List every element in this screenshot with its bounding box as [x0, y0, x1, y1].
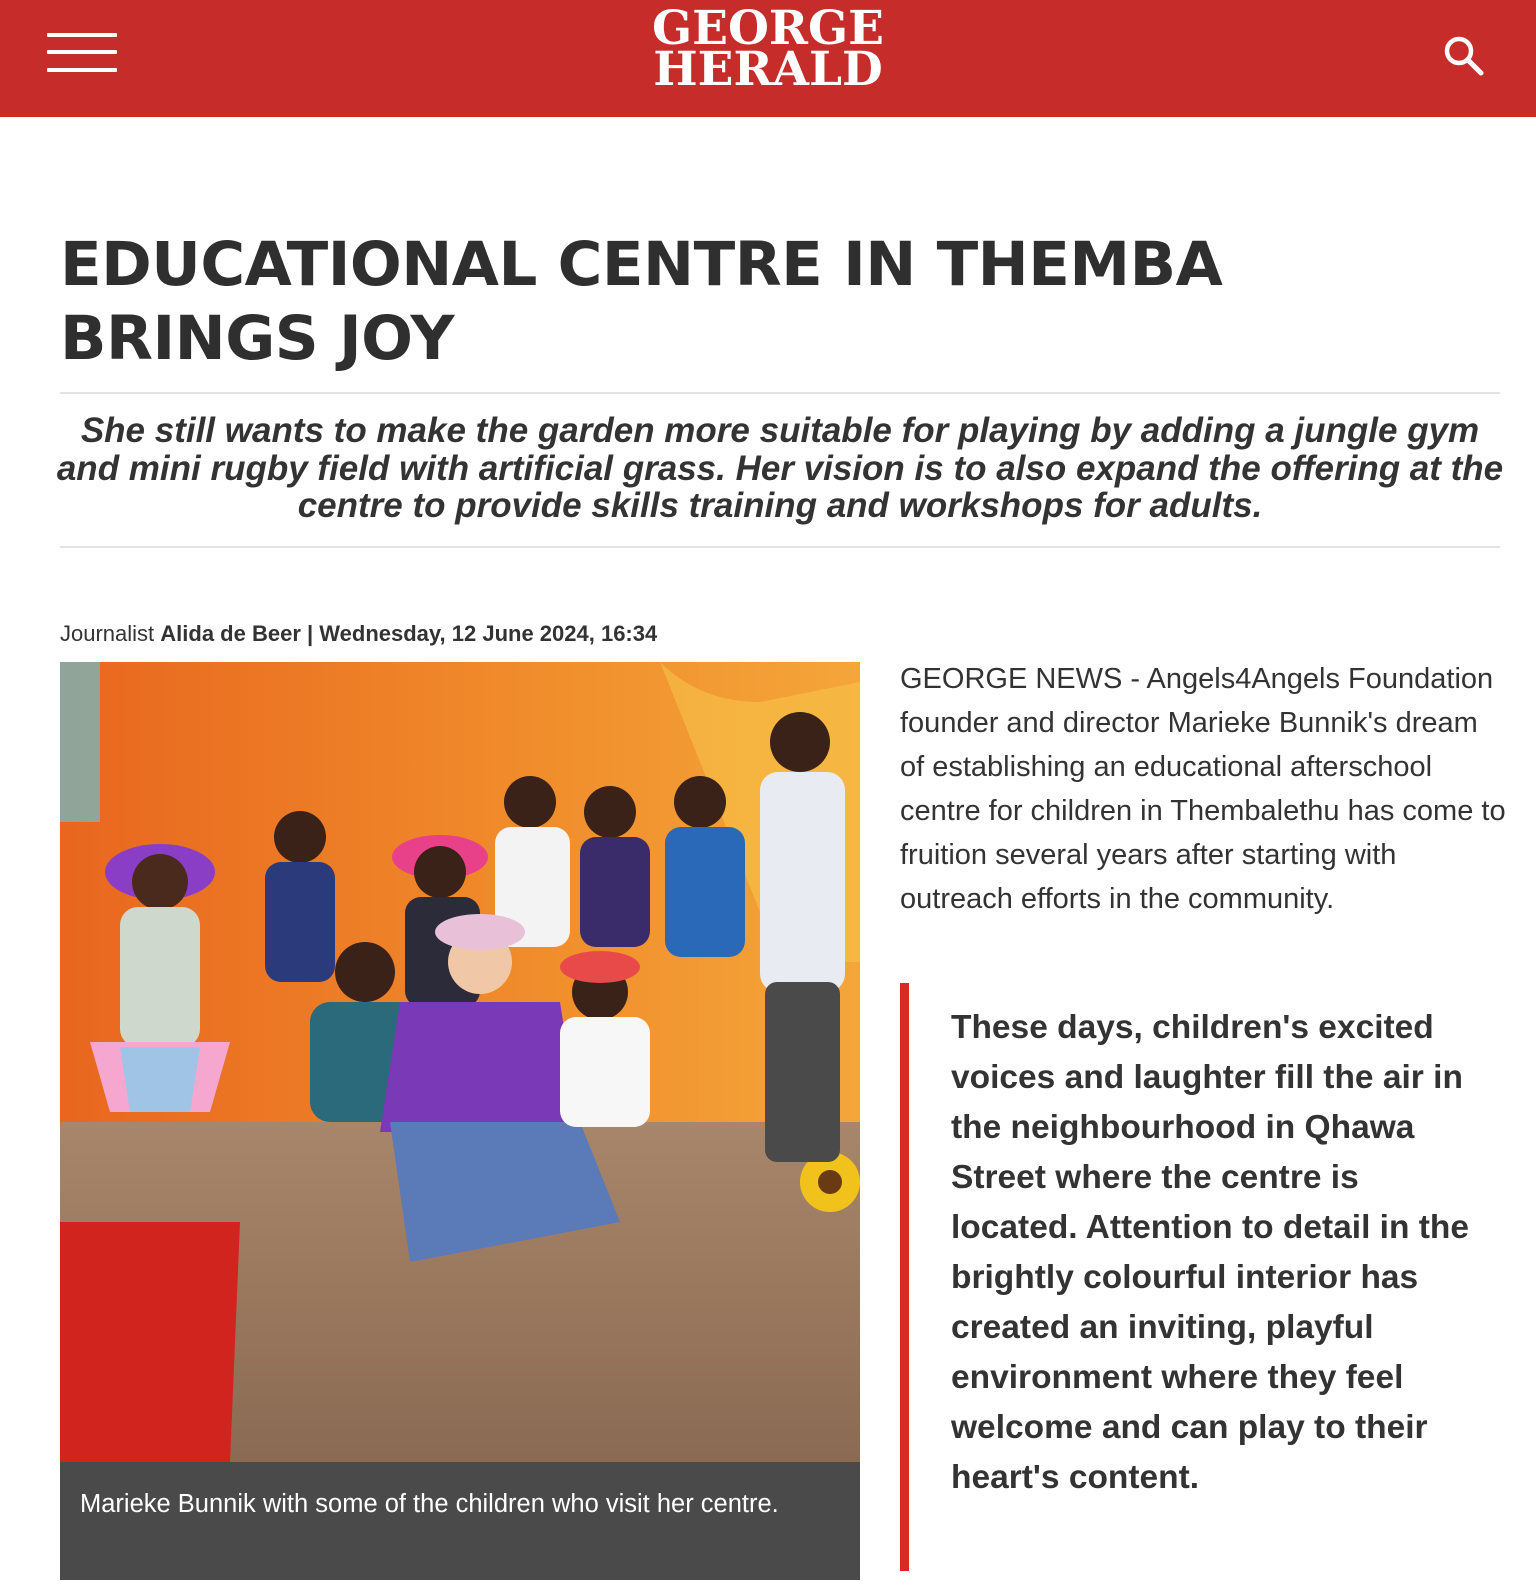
article-standfirst: She still wants to make the garden more suitable for playing by adding a jungle gym and mini rugby field with artificial grass. Her vision is to also expand the offering at the centre to provide skills training and workshops for adults. [56, 411, 1504, 525]
author-link[interactable]: Alida de Beer [160, 621, 301, 646]
image-caption [60, 1462, 860, 1580]
divider [60, 546, 1500, 548]
byline [60, 621, 860, 647]
pull-quote: These days, children's excited voices and laughter fill the air in the neighbourhood in Qhawa Street where the centre is located. Attention to detail in the brightly colourful interior has created an inviting, playful environment where they feel welcome and can play to their heart's content. [951, 1009, 1470, 1496]
logo-line-1: GEORGE [652, 1, 884, 56]
publish-date: Wednesday, 12 June 2024, 16:34 [319, 621, 658, 646]
divider [60, 392, 1500, 394]
site-logo[interactable] [618, 1, 918, 108]
byline-role: Journalist [60, 621, 155, 646]
logo-line-2: HERALD [653, 42, 883, 97]
search-icon[interactable] [1442, 34, 1486, 78]
article-photo[interactable] [60, 662, 860, 1462]
article-headline: EDUCATIONAL CENTRE IN THEMBA BRINGS JOY [60, 229, 1223, 374]
pull-quote-accent-bar [900, 983, 909, 1571]
hamburger-menu-icon[interactable] [47, 31, 117, 75]
top-navigation-bar [0, 0, 1536, 117]
article-lede: GEORGE NEWS - Angels4Angels Foundation founder and director Marieke Bunnik's dream of establishing an educational afterschool centre for children in Thembalethu has come to fruition several years after starting with outreach efforts in the community. [900, 663, 1506, 915]
byline-separator: | [307, 621, 314, 646]
caption-text: Marieke Bunnik with some of the children who visit her centre. [80, 1490, 779, 1518]
